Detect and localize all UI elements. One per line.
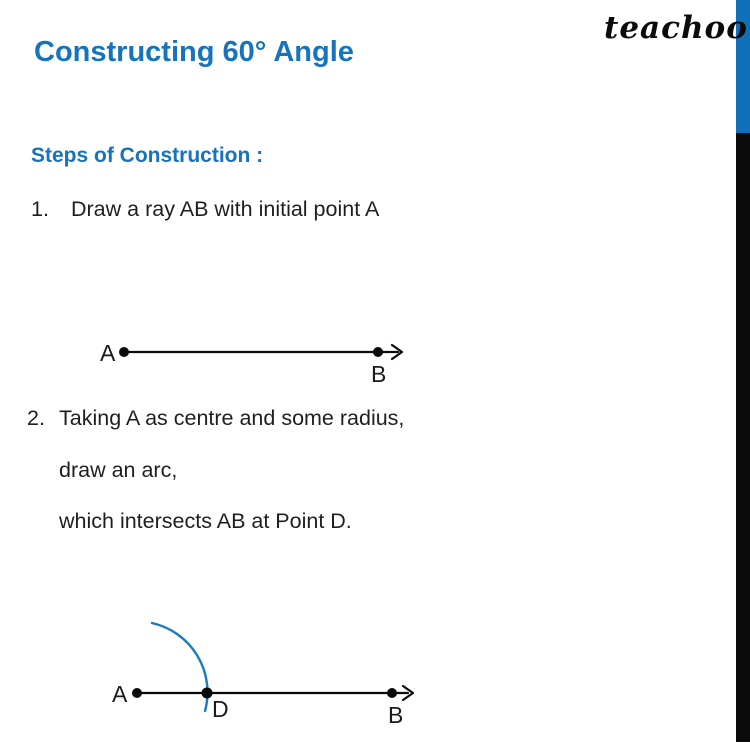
right-edge-black-stripe xyxy=(736,133,750,742)
point-d-label: D xyxy=(212,696,229,722)
point-d-dot xyxy=(202,688,213,699)
step-1-number: 1. xyxy=(31,197,49,221)
point-b-label: B xyxy=(371,361,387,387)
step-2-text-line-3: which intersects AB at Point D. xyxy=(59,509,352,533)
teachoo-logo: teachoo xyxy=(604,10,748,46)
point-b-dot xyxy=(387,688,397,698)
step-2-text-line-2: draw an arc, xyxy=(59,458,178,482)
step-2-number: 2. xyxy=(27,406,45,430)
step-2-text-line-1: Taking A as centre and some radius, xyxy=(59,406,405,430)
construction-arc xyxy=(152,623,208,711)
ray-ab-diagram xyxy=(88,325,418,390)
point-a-label: A xyxy=(112,681,128,707)
step-1-text: Draw a ray AB with initial point A xyxy=(71,197,380,221)
point-b-label: B xyxy=(388,702,404,728)
point-a-dot xyxy=(119,347,129,357)
arc-intersection-diagram xyxy=(88,598,433,733)
point-a-label: A xyxy=(100,340,116,366)
point-b-dot xyxy=(373,347,383,357)
page-title: Constructing 60° Angle xyxy=(34,36,354,68)
steps-subtitle: Steps of Construction : xyxy=(31,144,264,167)
point-a-dot xyxy=(132,688,142,698)
